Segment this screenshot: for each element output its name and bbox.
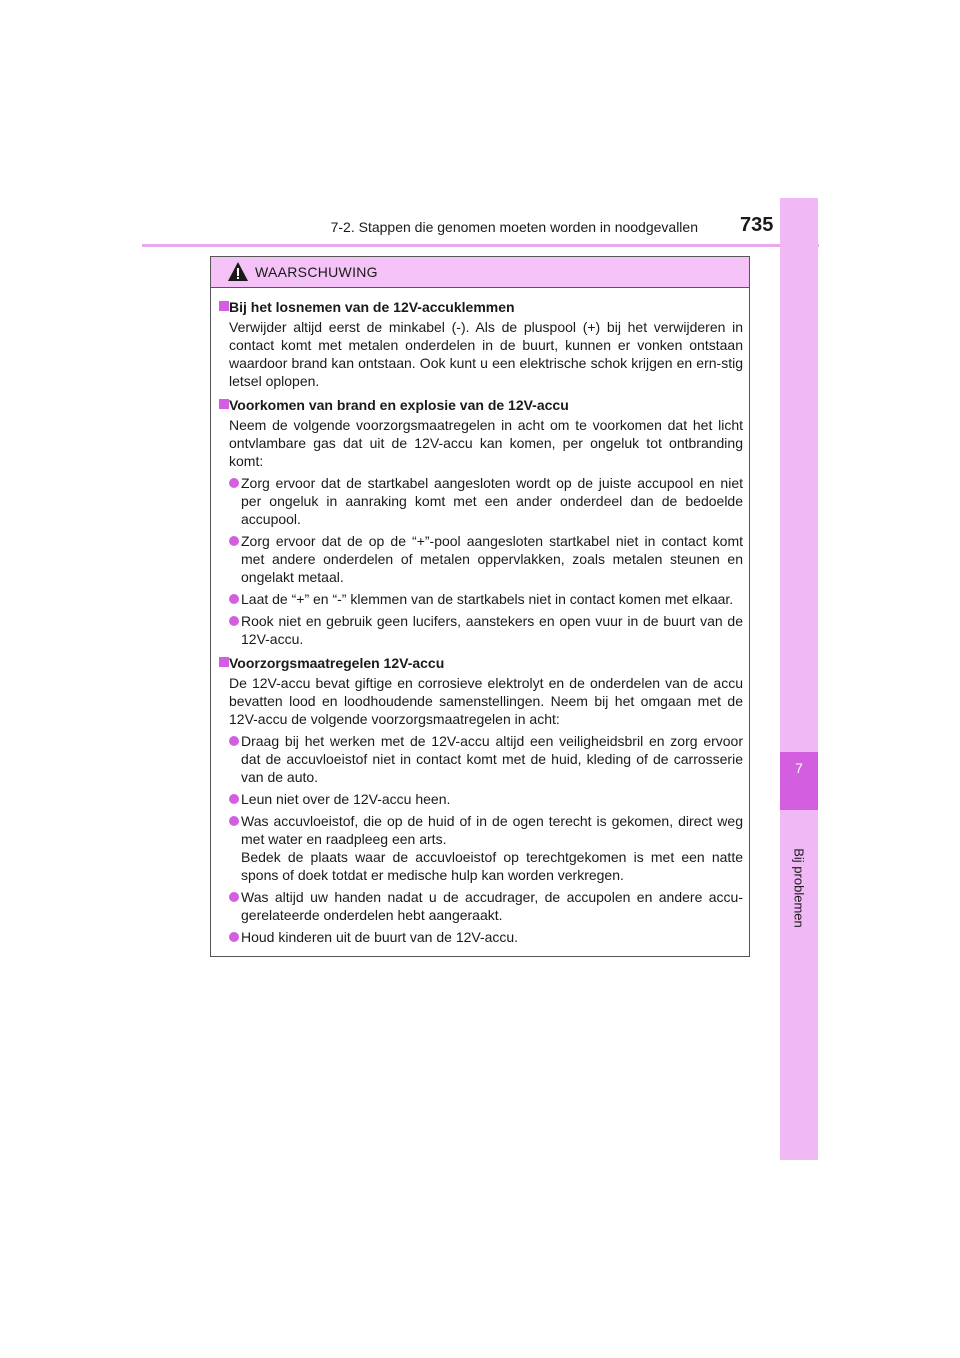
section-title: 7-2. Stappen die genomen moeten worden in noodgevallen [330,219,698,235]
warning-section [219,654,743,946]
warning-section [219,396,743,648]
bullet-item [219,612,743,648]
square-bullet-icon [219,301,229,311]
section-text: De 12V-accu bevat giftige en corrosieve elektrolyt en de onderdelen van de accu bevatten lood en loodhoudende samenstellingen. Neem bij het omgaan met de 12V-accu de volgende voorzorgsmaatregelen in acht: [229,675,743,727]
section-heading-text: Bij het losnemen van de 12V-accuklemmen [229,299,515,315]
header-rule [142,244,819,247]
round-bullet-icon [229,816,239,826]
warning-label: WAARSCHUWING [255,264,378,280]
section-heading [219,298,743,316]
bullet-text: Bedek de plaats waar de accuvloeistof op terechtgekomen is met een natte spons of doek totdat er medische hulp kan worden verkregen. [241,849,743,883]
round-bullet-icon [229,478,239,488]
bullet-text: Leun niet over de 12V-accu heen. [241,791,451,807]
bullet-item [219,888,743,924]
bullet-item [219,590,743,608]
round-bullet-icon [229,616,239,626]
section-heading-text: Voorkomen van brand en explosie van de 12V-accu [229,397,569,413]
bullet-text: Laat de “+” en “-” klemmen van de startkabels niet in contact komen met elkaar. [241,591,734,607]
warning-triangle-icon [227,261,249,283]
chapter-number-box [780,752,818,810]
section-heading [219,396,743,414]
warning-body [211,288,749,946]
section-heading-text: Voorzorgsmaatregelen 12V-accu [229,655,445,671]
chapter-title: Bij problemen [791,848,807,928]
bullet-text: Houd kinderen uit de buurt van de 12V-accu. [241,929,519,945]
round-bullet-icon [229,736,239,746]
square-bullet-icon [219,399,229,409]
section-heading [219,654,743,672]
round-bullet-icon [229,794,239,804]
bullet-item [219,732,743,786]
square-bullet-icon [219,657,229,667]
section-text: Verwijder altijd eerst de minkabel (-). Als de pluspool (+) bij het verwijderen in contact komt met metalen onderdelen in de buurt, kunnen er vonken ontstaan waardoor brand kan ontstaan. Ook kunt u een elektrische schok krijgen en ern-stig letsel oplopen. [229,319,743,389]
round-bullet-icon [229,594,239,604]
warning-header [211,257,749,288]
round-bullet-icon [229,892,239,902]
bullet-text: Zorg ervoor dat de op de “+”-pool aangesloten startkabel niet in contact komt met andere onderdelen of metalen oppervlakken, zoals metalen steunen en ongelakt metaal. [241,533,743,585]
warning-box [210,256,750,957]
bullet-item [219,532,743,586]
section-text: Neem de volgende voorzorgsmaatregelen in acht om te voorkomen dat het licht ontvlambare gas dat uit de 12V-accu kan komen, per ongeluk tot ontbranding komt: [229,417,743,469]
bullet-text: Draag bij het werken met de 12V-accu altijd een veiligheidsbril en zorg ervoor dat de accuvloeistof niet in contact komt met de huid, kleding of de carrosserie van de auto. [241,733,743,785]
bullet-text: Rook niet en gebruik geen lucifers, aanstekers en open vuur in de buurt van de 12V-accu. [241,613,743,647]
chapter-number: 7 [795,760,803,776]
round-bullet-icon [229,932,239,942]
chapter-side-tab [780,198,818,1160]
page-number: 735 [740,214,774,236]
bullet-item [219,812,743,884]
bullet-text: Zorg ervoor dat de startkabel aangesloten wordt op de juiste accupool en niet per ongeluk in aanraking komt met een ander onderdeel dan de bedoelde accupool. [241,475,743,527]
bullet-item [219,474,743,528]
warning-section [219,298,743,390]
bullet-item [219,928,743,946]
bullet-text: Was altijd uw handen nadat u de accudrager, de accupolen en andere accu-gerelateerde onderdelen hebt aangeraakt. [241,889,743,923]
bullet-text: Was accuvloeistof, die op de huid of in de ogen terecht is gekomen, direct weg met water en raadpleeg een arts. [241,813,743,847]
bullet-item [219,790,743,808]
round-bullet-icon [229,536,239,546]
